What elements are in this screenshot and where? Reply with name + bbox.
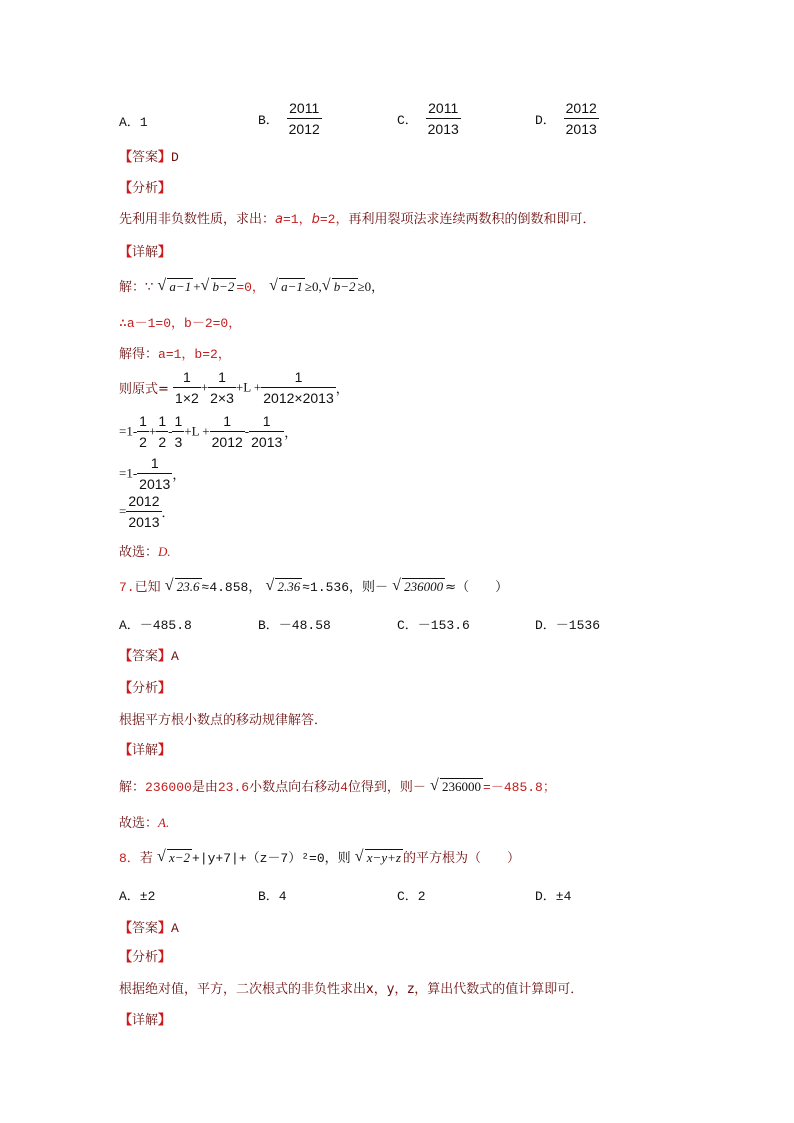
fraction: $\frac{1}{2013}$ bbox=[251, 413, 283, 450]
q7-detail-line: 解：236000是由23.6小数点向右移动4位得到，则－ √ 236000 =－485.8； bbox=[119, 777, 556, 795]
sqrt: √ 23.6 bbox=[164, 577, 200, 594]
q8-analysis-text: 根据绝对值，平方，二次根式的非负性求出x，y，z，算出代数式的值计算即可． bbox=[119, 982, 584, 997]
sqrt: √ x−2 bbox=[156, 848, 191, 865]
fraction: $\frac{1}{3}$ bbox=[174, 413, 183, 450]
q6-option-c: C． $\frac{2011}{2013}$ bbox=[397, 100, 459, 137]
sqrt: √ b−2 bbox=[321, 277, 356, 294]
sqrt: √ x−y+z bbox=[354, 848, 401, 865]
fraction: $\frac{2011}{2012}$ bbox=[288, 100, 320, 137]
q6-choose: 故选：D. bbox=[119, 544, 171, 560]
q6-answer: 【答案】D bbox=[119, 150, 179, 165]
q7-stem: 7.已知 √ 23.6 ≈4.858， √ 2.36 ≈1.536，则－ √ 236000 ≈（ ） bbox=[119, 577, 509, 595]
sqrt: √ 236000 bbox=[392, 577, 444, 594]
q7-option-c: C．－153.6 bbox=[397, 618, 470, 633]
fraction: $\frac{1}{2012\times 2013}$ bbox=[263, 369, 334, 406]
q6-analysis-heading: 【分析】 bbox=[119, 181, 172, 196]
fraction: $\frac{2011}{2013}$ bbox=[427, 100, 459, 137]
q6-option-a: A．1 bbox=[119, 115, 148, 130]
q8-answer: 【答案】A bbox=[119, 921, 179, 936]
q6-detail-line-7: = $\frac{2012}{2013}$ ． bbox=[119, 493, 175, 530]
q8-stem: 8．若 √ x−2 +|y+7|+（z－7）²=0，则 √ x−y+z 的平方根为（ ） bbox=[119, 848, 520, 866]
fraction: $\frac{1}{2\times 3}$ bbox=[210, 369, 234, 406]
sqrt: √ b−2 bbox=[200, 277, 235, 294]
q8-option-a: A．±2 bbox=[119, 889, 156, 904]
q6-analysis-text: 先利用非负数性质，求出：a=1，b=2，再利用裂项法求连续两数积的倒数和即可． bbox=[119, 212, 596, 227]
sqrt: √ 236000 bbox=[430, 777, 482, 794]
q7-detail-heading: 【详解】 bbox=[119, 743, 172, 758]
q6-detail-line-4: 则原式= $\frac{1}{1\times 2}$ + $\frac{1}{2\times 3}$ +L + $\frac{1}{2012\times 2013}$ ， bbox=[119, 369, 349, 406]
q6-detail-line-5: =1- $\frac{1}{2}$ + $\frac{1}{2}$ - $\frac{1}{3}$ +L + $\frac{1}{2012}$ - $\frac{1}{2013}$ ， bbox=[119, 413, 298, 450]
q7-analysis-text: 根据平方根小数点的移动规律解答． bbox=[119, 713, 328, 728]
q6-detail-line-2: ∴a－1=0，b－2=0， bbox=[119, 316, 242, 331]
fraction: $\frac{1}{2012}$ bbox=[211, 413, 243, 450]
q6-detail-heading: 【详解】 bbox=[119, 245, 172, 260]
fraction: $\frac{2012}{2013}$ bbox=[565, 100, 597, 137]
q8-analysis-heading: 【分析】 bbox=[119, 950, 172, 965]
q8-detail-heading: 【详解】 bbox=[119, 1013, 172, 1028]
fraction: $\frac{2012}{2013}$ bbox=[128, 493, 160, 530]
q6-option-b: B． $\frac{2011}{2012}$ bbox=[258, 100, 320, 137]
q7-option-d: D．－1536 bbox=[535, 618, 601, 633]
q8-option-b: B．4 bbox=[258, 889, 287, 904]
q7-choose: 故选：A. bbox=[119, 815, 170, 831]
sqrt: √ 2.36 bbox=[265, 577, 301, 594]
q6-detail-line-6: =1- $\frac{1}{2013}$ ， bbox=[119, 455, 186, 492]
q7-option-a: A．－485.8 bbox=[119, 618, 192, 633]
fraction: $\frac{1}{2}$ bbox=[139, 413, 147, 450]
q6-detail-line-3: 解得：a=1，b=2， bbox=[119, 347, 231, 362]
q8-option-d: D．±4 bbox=[535, 889, 572, 904]
q7-analysis-heading: 【分析】 bbox=[119, 681, 172, 696]
q7-option-b: B．－48.58 bbox=[258, 618, 331, 633]
fraction: $\frac{1}{2}$ bbox=[158, 413, 167, 450]
fraction: $\frac{1}{1\times 2}$ bbox=[175, 369, 199, 406]
q6-detail-line-1: 解：∵ √ a−1 + √ b−2 =0， √ a−1 ≥0, √ b−2 ≥0， bbox=[119, 277, 385, 295]
sqrt: √ a−1 bbox=[157, 277, 192, 294]
q6-option-d: D． $\frac{2012}{2013}$ bbox=[535, 100, 597, 137]
q8-option-c: C．2 bbox=[397, 889, 426, 904]
sqrt: √ a−1 bbox=[269, 277, 303, 294]
q7-answer: 【答案】A bbox=[119, 649, 179, 664]
fraction: $\frac{1}{2013}$ bbox=[139, 455, 171, 492]
